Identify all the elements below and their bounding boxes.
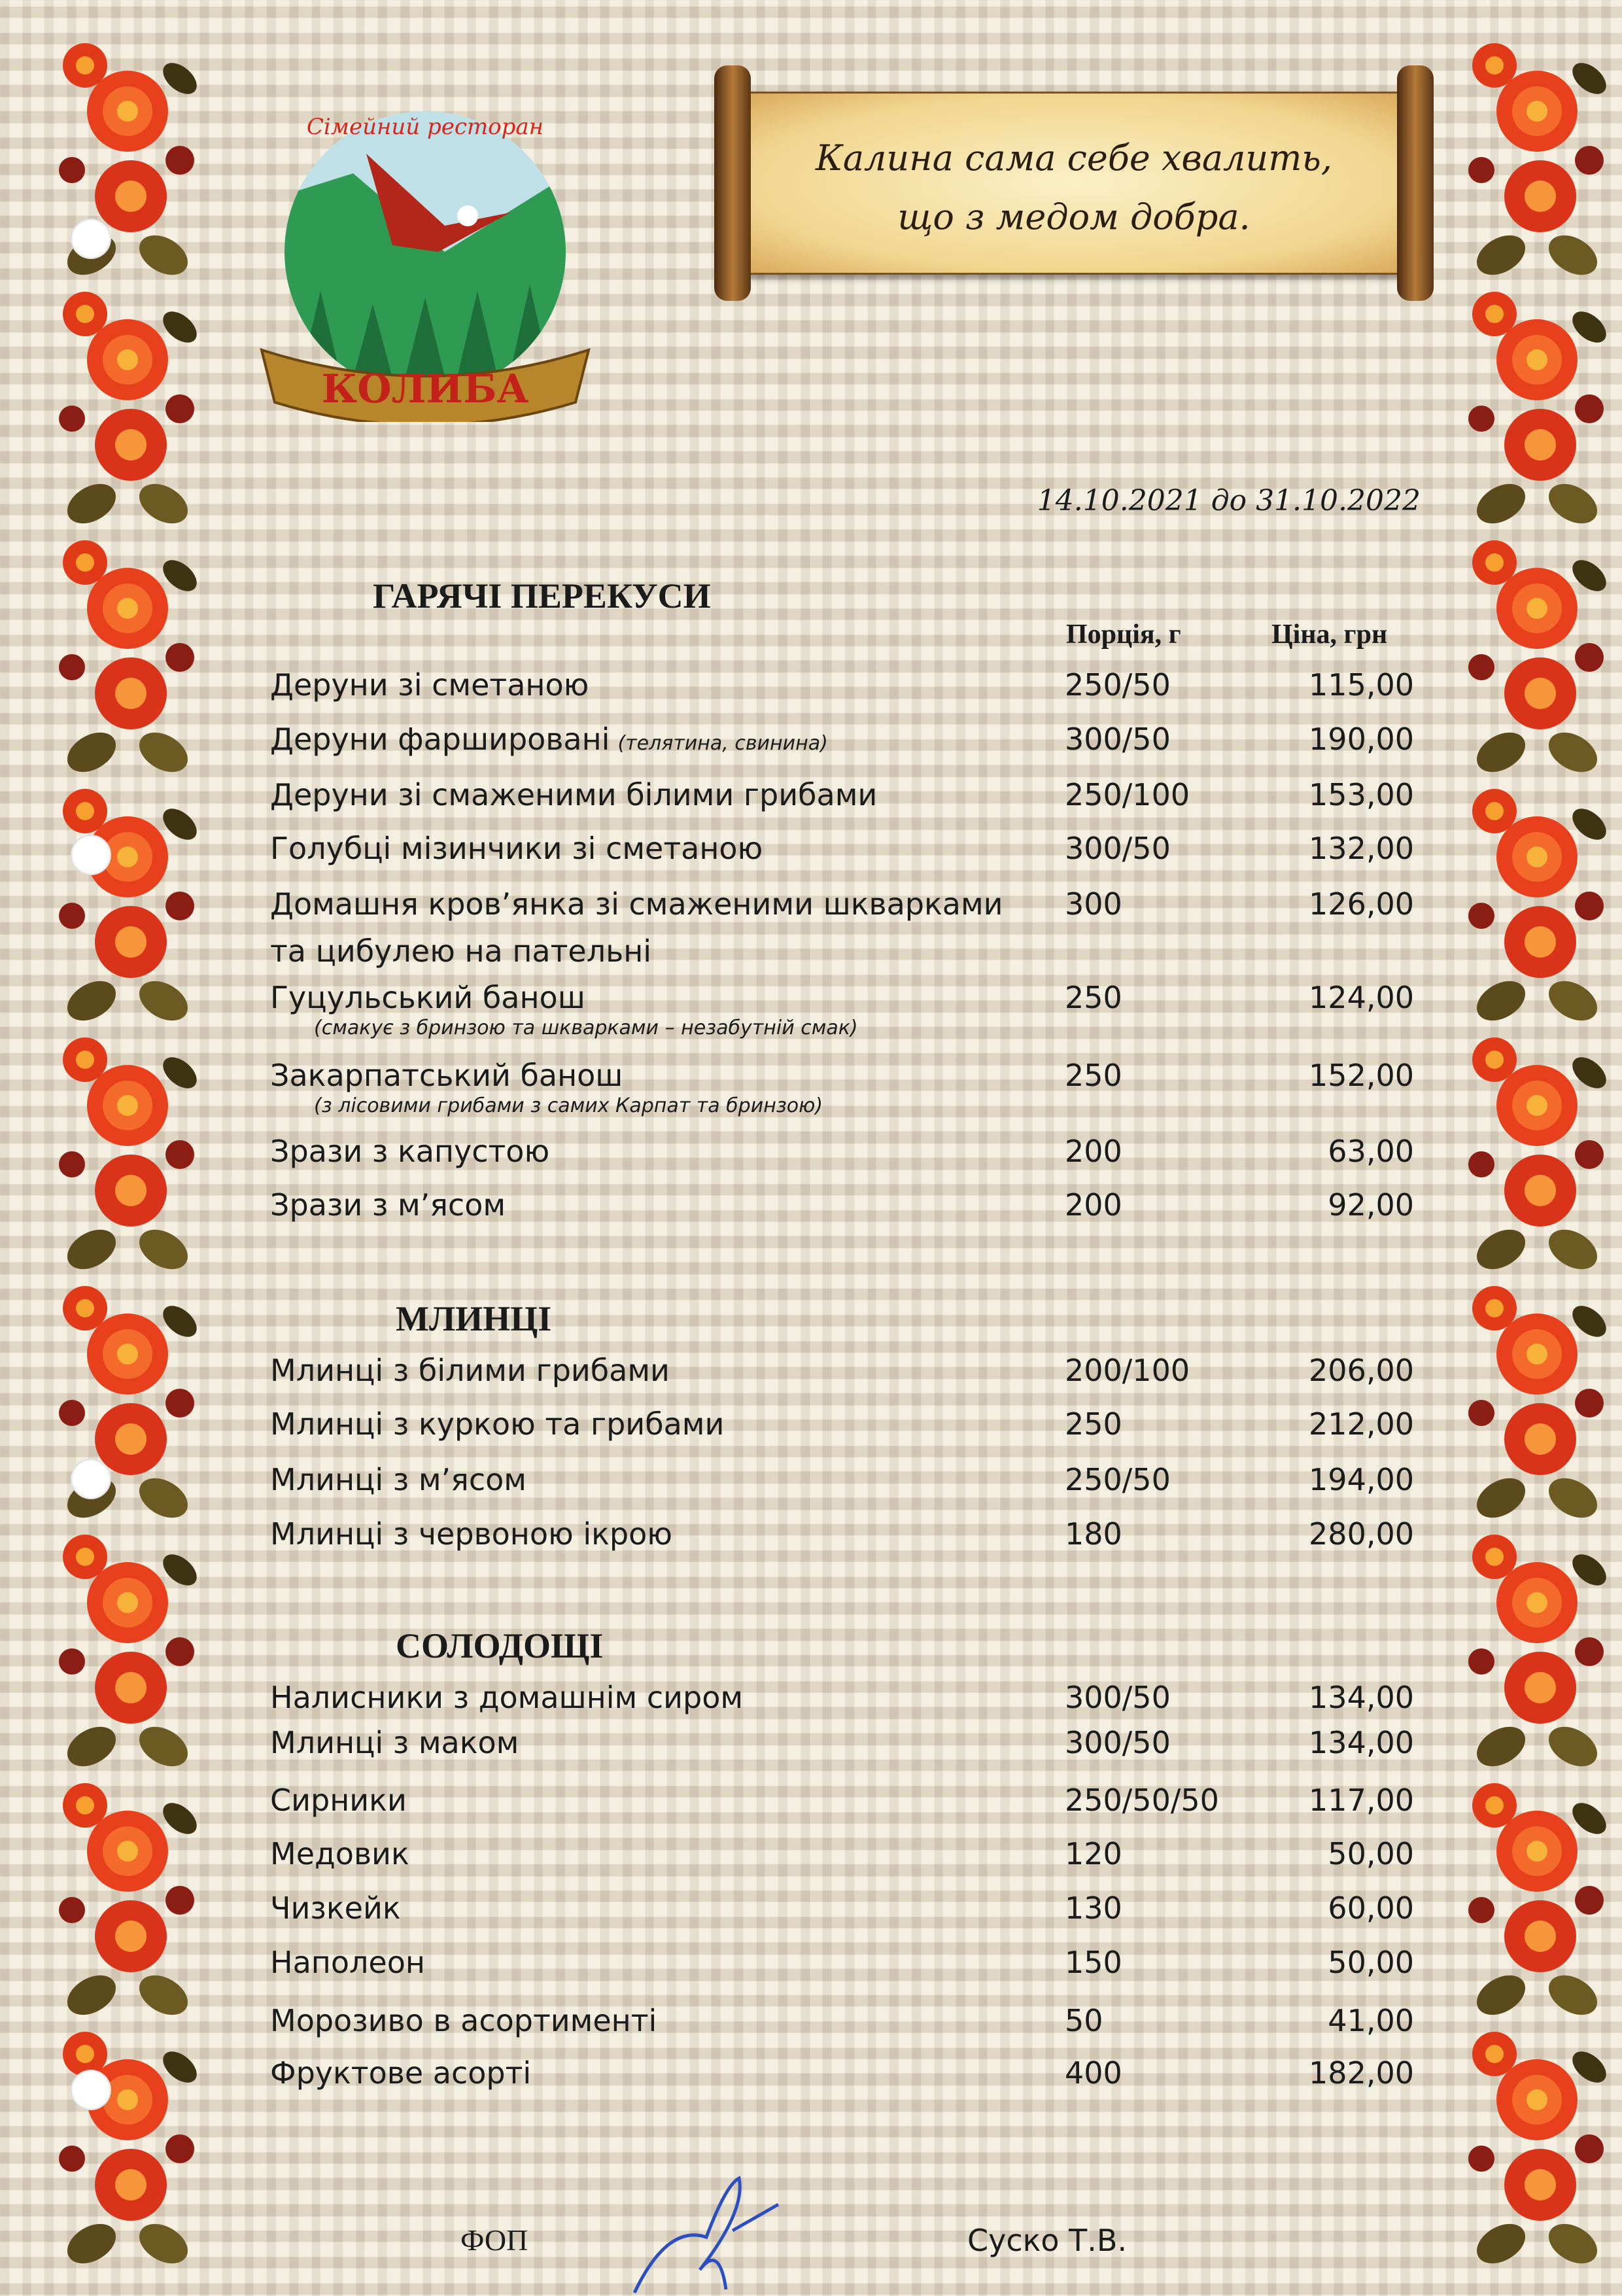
menu-item-name <box>270 980 585 1015</box>
item-name-text: Фруктове асорті <box>270 2055 532 2091</box>
menu-item-portion: 300/50 <box>1065 1680 1171 1715</box>
menu-item-name <box>270 1353 670 1388</box>
menu-item-name <box>270 1680 743 1715</box>
item-name-text: Налисники з домашнім сиром <box>270 1680 744 1715</box>
menu-item-price: 212,00 <box>1309 1406 1414 1442</box>
menu-item-portion: 250/50/50 <box>1065 1783 1219 1818</box>
menu-item-description: (з лісовими грибами з самих Карпат та бринзою) <box>314 1094 823 1117</box>
menu-item-name <box>270 2003 657 2038</box>
menu-item-name <box>270 1187 506 1223</box>
menu-item-price: 117,00 <box>1309 1783 1414 1818</box>
menu-item-portion: 250/50 <box>1065 1462 1171 1497</box>
menu-item-name <box>270 2055 531 2091</box>
motto-line-2: що з медом добра. <box>897 196 1251 237</box>
menu-item-price: 50,00 <box>1328 1945 1414 1980</box>
menu-item-name <box>270 886 1003 922</box>
item-name-text: Деруни зі смаженими білими грибами <box>270 777 878 812</box>
menu-item-portion: 250 <box>1065 1058 1122 1093</box>
punch-hole <box>71 1459 111 1499</box>
menu-item-portion: 200 <box>1065 1187 1122 1223</box>
punch-hole <box>71 835 111 875</box>
item-name-text: Млинці з м’ясом <box>270 1462 526 1497</box>
menu-item-price: 280,00 <box>1309 1516 1414 1552</box>
menu-item-price: 152,00 <box>1309 1058 1414 1093</box>
motto-scroll <box>701 65 1447 301</box>
restaurant-logo <box>249 95 602 422</box>
section-title: СОЛОДОЩІ <box>396 1626 604 1665</box>
punch-hole <box>71 2070 111 2110</box>
menu-item-price: 63,00 <box>1328 1134 1414 1169</box>
menu-item-name <box>270 667 589 703</box>
menu-item-portion: 50 <box>1065 2003 1103 2038</box>
menu-item-name <box>270 1406 724 1442</box>
menu-item-portion: 200/100 <box>1065 1353 1190 1388</box>
item-name-text: Деруни зі сметаною <box>270 667 589 703</box>
footer-signer: Суско Т.В. <box>967 2223 1128 2258</box>
validity-dates: 14.10.2021 до 31.10.2022 <box>1037 484 1421 517</box>
menu-item-price: 126,00 <box>1309 886 1414 922</box>
signature <box>628 2172 798 2296</box>
item-note: (телятина, свинина) <box>617 732 828 755</box>
menu-item-portion: 250/100 <box>1065 777 1190 812</box>
item-name-text: Млинці з куркою та грибами <box>270 1406 725 1442</box>
menu-item-price: 50,00 <box>1328 1836 1414 1871</box>
menu-item-name <box>270 831 763 866</box>
floral-border-right <box>1455 39 1619 2276</box>
section-title: МЛИНЦІ <box>396 1299 552 1338</box>
menu-item-portion: 150 <box>1065 1945 1122 1980</box>
menu-item-portion: 300/50 <box>1065 831 1171 866</box>
menu-item-name <box>270 1836 409 1871</box>
menu-item-price: 92,00 <box>1328 1187 1414 1223</box>
menu-item-portion: 300/50 <box>1065 1725 1171 1760</box>
menu-item-price: 182,00 <box>1309 2055 1414 2091</box>
column-header-portion: Порція, г <box>1066 619 1181 650</box>
item-name-text: Зрази з м’ясом <box>270 1187 506 1223</box>
item-name-text: Домашня кров’янка зі смаженими шкварками <box>270 886 1003 922</box>
menu-item-name <box>270 1783 407 1818</box>
menu-item-price: 132,00 <box>1309 831 1414 866</box>
menu-item-price: 206,00 <box>1309 1353 1414 1388</box>
menu-item-price: 134,00 <box>1309 1725 1414 1760</box>
logo-tagline: Сімейний ресторан <box>306 114 544 140</box>
punch-hole <box>71 218 111 259</box>
menu-item-price: 115,00 <box>1309 667 1414 703</box>
section-title: ГАРЯЧІ ПЕРЕКУСИ <box>373 576 711 616</box>
logo-name: КОЛИБА <box>321 366 529 412</box>
item-name-text: Чизкейк <box>270 1890 401 1926</box>
item-name-text: Млинці з маком <box>270 1725 519 1760</box>
menu-item-name <box>270 1945 425 1980</box>
menu-item-name-line-2: та цибулею на пательні <box>270 933 652 969</box>
menu-item-name <box>270 1134 549 1169</box>
item-name-text: Зрази з капустою <box>270 1134 550 1169</box>
menu-item-name <box>270 1890 401 1926</box>
menu-item-name <box>270 1516 672 1552</box>
menu-item-price: 124,00 <box>1309 980 1414 1015</box>
item-name-text: Млинці з червоною ікрою <box>270 1516 672 1552</box>
floral-border-left <box>46 39 209 2276</box>
item-name-text: Закарпатський банош <box>270 1058 623 1093</box>
menu-item-portion: 250 <box>1065 980 1122 1015</box>
menu-item-description: (смакує з бринзою та шкварками – незабутній смак) <box>314 1017 858 1039</box>
menu-item-name <box>270 1058 623 1093</box>
menu-item-portion: 120 <box>1065 1836 1122 1871</box>
column-header-price: Ціна, грн <box>1271 619 1388 650</box>
motto-line-1: Калина сама себе хвалить, <box>816 137 1332 179</box>
menu-item-price: 134,00 <box>1309 1680 1414 1715</box>
menu-item-price: 60,00 <box>1328 1890 1414 1926</box>
menu-item-name <box>270 722 828 757</box>
menu-item-price: 41,00 <box>1328 2003 1414 2038</box>
menu-item-name <box>270 1462 526 1497</box>
menu-item-portion: 250/50 <box>1065 667 1171 703</box>
menu-item-name <box>270 1725 519 1760</box>
menu-item-portion: 200 <box>1065 1134 1122 1169</box>
menu-item-portion: 300/50 <box>1065 722 1171 757</box>
footer-label: ФОП <box>460 2223 528 2257</box>
item-name-text: Сирники <box>270 1783 407 1818</box>
item-name-text: Наполеон <box>270 1945 425 1980</box>
item-name-text: Деруни фаршировані <box>270 722 610 757</box>
menu-item-portion: 250 <box>1065 1406 1122 1442</box>
menu-item-price: 190,00 <box>1309 722 1414 757</box>
menu-item-portion: 130 <box>1065 1890 1122 1926</box>
item-name-text: Голубці мізинчики зі сметаною <box>270 831 763 866</box>
menu-item-portion: 400 <box>1065 2055 1122 2091</box>
menu-item-price: 194,00 <box>1309 1462 1414 1497</box>
item-name-text: Гуцульський банош <box>270 980 585 1015</box>
item-name-text: Медовик <box>270 1836 409 1871</box>
menu-item-price: 153,00 <box>1309 777 1414 812</box>
item-name-text: Морозиво в асортименті <box>270 2003 657 2038</box>
menu-item-name <box>270 777 877 812</box>
menu-item-portion: 180 <box>1065 1516 1122 1552</box>
menu-item-portion: 300 <box>1065 886 1122 922</box>
item-name-text: Млинці з білими грибами <box>270 1353 670 1388</box>
